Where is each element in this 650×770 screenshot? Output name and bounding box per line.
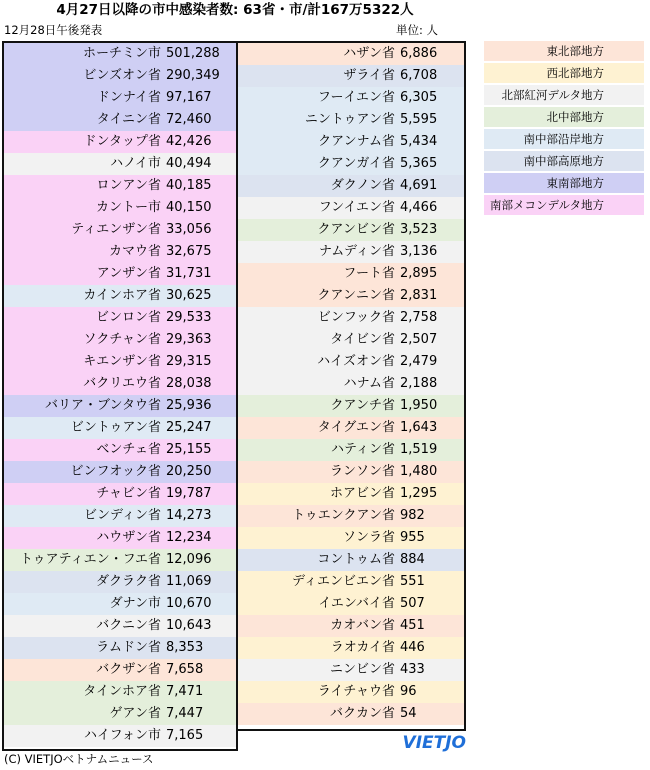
- case-count: 2,758: [400, 310, 438, 325]
- table-row: [238, 703, 464, 725]
- province-name: フンイエン省: [318, 200, 395, 215]
- table-row: [238, 615, 464, 637]
- logo-text: VIETJO: [402, 733, 466, 752]
- table-row: [238, 351, 464, 373]
- province-name: カオバン省: [330, 618, 395, 633]
- case-count: 6,886: [400, 46, 438, 61]
- table-row: [4, 483, 236, 505]
- table-row: [4, 43, 236, 65]
- table-row: [238, 153, 464, 175]
- case-count: 12,096: [166, 552, 212, 567]
- table-row: [238, 593, 464, 615]
- case-count: 29,363: [166, 332, 212, 347]
- case-count: 2,479: [400, 354, 438, 369]
- province-name: トゥエンクアン省: [292, 508, 395, 523]
- province-name: ソクチャン省: [83, 332, 161, 347]
- table-row: [238, 549, 464, 571]
- table-row: [4, 131, 236, 153]
- legend-item: [484, 129, 644, 149]
- case-count: 2,831: [400, 288, 438, 303]
- case-count: 4,691: [400, 178, 438, 193]
- province-name: チャビン省: [96, 486, 161, 501]
- legend-label: 西北部地方: [546, 66, 604, 80]
- province-name: ハノイ市: [110, 156, 161, 171]
- province-name: バリア・ブンタウ省: [45, 398, 161, 413]
- table-row: [4, 109, 236, 131]
- legend-item: [484, 63, 644, 83]
- legend-label: 北中部地方: [546, 110, 604, 124]
- table-row: [4, 373, 236, 395]
- case-count: 6,305: [400, 90, 438, 105]
- table-row: [238, 395, 464, 417]
- province-name: ニンビン省: [329, 662, 395, 677]
- case-count: 40,150: [166, 200, 212, 215]
- case-count: 7,447: [166, 706, 204, 721]
- table-row: [238, 483, 464, 505]
- case-count: 10,643: [166, 618, 212, 633]
- case-count: 11,069: [166, 574, 212, 589]
- legend-item: [484, 41, 644, 61]
- legend-label: 東北部地方: [546, 44, 604, 58]
- legend-label: 南中部沿岸地方: [523, 132, 604, 146]
- case-count: 6,708: [400, 68, 438, 83]
- case-count: 29,533: [166, 310, 212, 325]
- province-name: ハティン省: [331, 442, 395, 457]
- province-name: クアンビン省: [317, 222, 395, 237]
- case-count: 446: [400, 640, 425, 655]
- table-row: [4, 439, 236, 461]
- table-row: [238, 329, 464, 351]
- case-count: 14,273: [166, 508, 212, 523]
- case-count: 25,155: [166, 442, 212, 457]
- table-row: [238, 505, 464, 527]
- table-row: [238, 285, 464, 307]
- province-name: バクニン省: [96, 618, 161, 633]
- case-count: 884: [400, 552, 425, 567]
- table-row: [238, 461, 464, 483]
- province-name: ビンロン省: [95, 310, 161, 325]
- table-row: [238, 197, 464, 219]
- province-name: ビンディン省: [84, 508, 161, 523]
- province-name: ハイズオン省: [317, 354, 395, 369]
- province-name: カマウ省: [108, 244, 161, 259]
- case-count: 982: [400, 508, 425, 523]
- table-row: [238, 43, 464, 65]
- case-count: 30,625: [166, 288, 212, 303]
- province-name: クアンガイ省: [317, 156, 395, 171]
- table-row: [4, 593, 236, 615]
- province-name: トゥアティエン・フエ省: [20, 552, 161, 567]
- province-name: アンザン省: [96, 266, 161, 281]
- table-row: [4, 175, 236, 197]
- province-name: カインホア省: [83, 288, 161, 303]
- table-row: [238, 373, 464, 395]
- case-count: 42,426: [166, 134, 212, 149]
- table-row: [238, 175, 464, 197]
- case-count: 96: [400, 684, 417, 699]
- province-name: ハウザン省: [96, 530, 161, 545]
- table-row: [4, 307, 236, 329]
- case-count: 3,136: [400, 244, 438, 259]
- province-name: ダナン市: [109, 596, 161, 611]
- table-row: [4, 285, 236, 307]
- case-count: 7,165: [166, 728, 204, 743]
- province-name: クアンニン省: [317, 288, 395, 303]
- table-column-left: [2, 41, 238, 751]
- province-name: カントー市: [95, 200, 161, 215]
- table-row: [238, 219, 464, 241]
- province-name: フーイエン省: [317, 90, 395, 105]
- legend-label: 東南部地方: [546, 176, 604, 190]
- table-row: [4, 659, 236, 681]
- province-name: ナムディン省: [318, 244, 395, 259]
- province-name: ソンラ省: [342, 530, 395, 545]
- copyright-text: (C) VIETJOベトナムニュース: [4, 752, 154, 766]
- case-count: 29,315: [166, 354, 212, 369]
- case-count: 12,234: [166, 530, 212, 545]
- province-name: ロンアン省: [96, 178, 161, 193]
- case-count: 7,658: [166, 662, 204, 677]
- table-row: [4, 505, 236, 527]
- province-name: バクカン省: [329, 706, 395, 721]
- case-count: 1,519: [400, 442, 438, 457]
- table-row: [238, 637, 464, 659]
- case-count: 955: [400, 530, 425, 545]
- province-name: ティエンザン省: [71, 222, 161, 237]
- table-row: [4, 703, 236, 725]
- province-name: ディエンビエン省: [292, 574, 395, 589]
- vietjo-logo: [396, 730, 468, 752]
- case-count: 19,787: [166, 486, 212, 501]
- table-row: [4, 219, 236, 241]
- province-name: ドンタップ省: [83, 134, 161, 149]
- table-row: [238, 307, 464, 329]
- table-row: [4, 417, 236, 439]
- province-name: ビントゥアン省: [70, 420, 161, 435]
- province-name: クアンナム省: [318, 134, 395, 149]
- table-row: [4, 681, 236, 703]
- case-count: 20,250: [166, 464, 212, 479]
- table-row: [238, 527, 464, 549]
- legend-item: [484, 151, 644, 171]
- province-name: イエンバイ省: [318, 596, 395, 611]
- province-name: タイビン省: [330, 332, 395, 347]
- table-row: [4, 549, 236, 571]
- case-count: 7,471: [166, 684, 204, 699]
- case-count: 25,936: [166, 398, 212, 413]
- legend-item: [484, 107, 644, 127]
- province-name: ラムドン省: [96, 640, 161, 655]
- table-row: [4, 395, 236, 417]
- table-row: [238, 659, 464, 681]
- case-count: 3,523: [400, 222, 438, 237]
- table-column-right: [238, 41, 466, 731]
- case-count: 2,188: [400, 376, 438, 391]
- table-row: [4, 461, 236, 483]
- province-name: ザライ省: [343, 68, 395, 83]
- province-name: タイグエン省: [317, 420, 395, 435]
- table-row: [4, 571, 236, 593]
- province-name: ダクラク省: [95, 574, 161, 589]
- province-name: クアンチ省: [330, 398, 395, 413]
- table-row: [4, 351, 236, 373]
- case-count: 5,595: [400, 112, 438, 127]
- case-count: 28,038: [166, 376, 212, 391]
- case-count: 10,670: [166, 596, 212, 611]
- table-row: [4, 263, 236, 285]
- case-count: 4,466: [400, 200, 438, 215]
- case-count: 290,349: [166, 68, 220, 83]
- province-name: ゲアン省: [109, 706, 161, 721]
- case-count: 1,950: [400, 398, 438, 413]
- province-name: ホアビン省: [329, 486, 395, 501]
- table-row: [238, 65, 464, 87]
- table-row: [4, 329, 236, 351]
- case-count: 5,434: [400, 134, 438, 149]
- case-count: 54: [400, 706, 417, 721]
- table-row: [4, 725, 236, 747]
- case-count: 451: [400, 618, 425, 633]
- table-row: [238, 681, 464, 703]
- province-name: ニントゥアン省: [304, 112, 395, 127]
- province-name: ライチャウ省: [317, 684, 395, 699]
- province-name: ダクノン省: [330, 178, 395, 193]
- legend-item: [484, 195, 644, 215]
- table-row: [4, 197, 236, 219]
- province-name: ビンフック省: [317, 310, 395, 325]
- province-name: コントゥム省: [317, 552, 395, 567]
- case-count: 2,895: [400, 266, 438, 281]
- page-title: 4月27日以降の市中感染者数: 63省・市/計167万5322人: [56, 2, 414, 18]
- table-row: [4, 153, 236, 175]
- province-name: ハイフォン市: [84, 728, 161, 743]
- table-row: [238, 439, 464, 461]
- legend-item: [484, 173, 644, 193]
- legend-label: 南部メコンデルタ地方: [490, 198, 604, 212]
- province-name: フート省: [343, 266, 395, 281]
- case-count: 433: [400, 662, 425, 677]
- unit-label: 単位: 人: [396, 23, 439, 37]
- table-row: [4, 637, 236, 659]
- province-name: ベンチェ省: [96, 442, 161, 457]
- case-count: 40,494: [166, 156, 212, 171]
- case-count: 33,056: [166, 222, 212, 237]
- table-row: [4, 615, 236, 637]
- province-name: タイニン省: [96, 112, 161, 127]
- table-row: [238, 87, 464, 109]
- province-name: ハザン省: [343, 46, 395, 61]
- case-count: 1,295: [400, 486, 438, 501]
- province-name: ホーチミン市: [82, 46, 161, 61]
- case-count: 31,731: [166, 266, 212, 281]
- table-row: [238, 263, 464, 285]
- province-name: ビンズオン省: [83, 68, 161, 83]
- case-count: 551: [400, 574, 425, 589]
- province-name: ビンフオック省: [70, 464, 161, 479]
- case-count: 501,288: [166, 46, 220, 61]
- case-count: 8,353: [166, 640, 204, 655]
- case-count: 5,365: [400, 156, 438, 171]
- table-row: [238, 417, 464, 439]
- table-row: [4, 241, 236, 263]
- case-count: 1,480: [400, 464, 438, 479]
- legend-label: 北部紅河デルタ地方: [501, 88, 604, 102]
- province-name: ラオカイ省: [330, 640, 395, 655]
- case-count: 2,507: [400, 332, 438, 347]
- legend-label: 南中部高原地方: [523, 154, 604, 168]
- case-count: 25,247: [166, 420, 212, 435]
- legend-item: [484, 85, 644, 105]
- table-row: [4, 65, 236, 87]
- table-row: [4, 87, 236, 109]
- province-name: キエンザン省: [83, 354, 161, 369]
- table-row: [238, 131, 464, 153]
- province-name: ハナム省: [343, 376, 395, 391]
- table-row: [238, 241, 464, 263]
- case-count: 1,643: [400, 420, 438, 435]
- table-row: [238, 109, 464, 131]
- table-row: [4, 527, 236, 549]
- table-row: [238, 571, 464, 593]
- case-count: 40,185: [166, 178, 212, 193]
- province-name: バクザン省: [96, 662, 161, 677]
- province-name: バクリエウ省: [83, 376, 161, 391]
- province-name: ドンナイ省: [96, 90, 161, 105]
- case-count: 32,675: [166, 244, 212, 259]
- province-name: ランソン省: [329, 464, 395, 479]
- case-count: 97,167: [166, 90, 212, 105]
- release-date: 12月28日午後発表: [4, 23, 103, 37]
- case-count: 507: [400, 596, 425, 611]
- case-count: 72,460: [166, 112, 212, 127]
- province-name: タインホア省: [83, 684, 161, 699]
